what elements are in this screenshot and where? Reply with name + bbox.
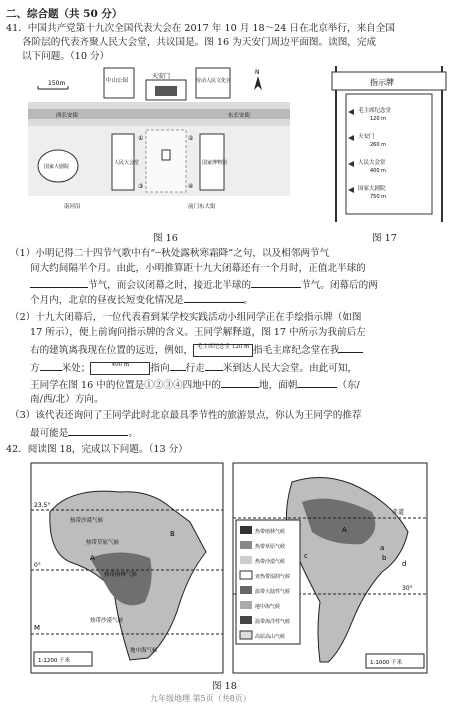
south-label-1: 南河沿 xyxy=(64,204,81,210)
answer-blank[interactable] xyxy=(68,426,128,436)
sign-mini-1: 毛主席纪念堂 120 m xyxy=(193,344,253,357)
fig17-caption: 图 17 xyxy=(372,233,397,244)
sign-item-1-dist: 120 m xyxy=(370,116,387,122)
point-4: ④ xyxy=(188,183,194,190)
label-laodong: 劳动人民文化宫 xyxy=(196,78,232,84)
q41-p1-line-4: 个月内，北京的昼夜长短变化情况是 。 xyxy=(30,295,254,306)
label-zhongshan: 中山公园 xyxy=(106,78,129,84)
q41-p2-line-2: 17 所示），便上前询问指示牌的含义。王同学解释道，图 17 中所示为我前后左 xyxy=(30,327,366,338)
legend-5: 温带大陆性气候 xyxy=(255,589,291,595)
label-dajuyuan: 国家大剧院 xyxy=(44,164,70,170)
north-label: N xyxy=(255,69,260,76)
legend-1: 热带雨林气候 xyxy=(255,529,286,535)
africa-label-5: 热带沙漠气候 xyxy=(90,618,124,624)
south-america-map xyxy=(232,462,428,674)
sign-mini-2: 400 m xyxy=(90,362,150,375)
q42-title: 42．阅读图 18，完成以下问题。（13 分） xyxy=(6,444,188,455)
legend-4: 亚热带湿润气候 xyxy=(255,574,291,580)
q41-p1-line-3: 节气，而会议闭幕之时，接近北半球的 节气。闭幕后的两 xyxy=(30,278,378,292)
africa-map xyxy=(30,462,224,674)
africa-label-4: 地中海气候 xyxy=(130,648,158,654)
tiananmen-map xyxy=(28,64,290,214)
page-footer: 九年级地理 第5页（共8页） xyxy=(150,694,251,703)
sign-board xyxy=(330,64,448,224)
point-3: ③ xyxy=(138,183,144,190)
africa-lat-3: M xyxy=(34,624,41,632)
answer-blank[interactable] xyxy=(40,361,62,371)
q41-p1-line-1: （1）小明记得二十四节气歌中有“┄秋处露秋寒霜降”之句，以及相邻两节气 xyxy=(10,248,330,259)
answer-blank[interactable] xyxy=(184,293,244,303)
africa-label-3: 热带雨林气候 xyxy=(104,572,138,578)
sign-item-2-dist: 260 m xyxy=(370,142,387,148)
sign-item-3-name: 人民大会堂 xyxy=(358,160,386,166)
q41-p2-line-3: 右的建筑离我现在位置的远近，例如， 毛主席纪念堂 120 m 指毛主席纪念堂在我 xyxy=(30,343,363,357)
answer-blank[interactable] xyxy=(205,361,223,371)
africa-lat-1: 23.5° xyxy=(34,502,51,509)
answer-blank[interactable] xyxy=(221,378,259,388)
africa-lat-2: 0° xyxy=(34,562,41,569)
africa-scale: 1:1200 千米 xyxy=(38,658,71,664)
answer-blank[interactable] xyxy=(30,278,88,288)
q41-p2-line-1: （2）十九大闭幕后，一位代表看到某学校实践活动小组同学正在手绘指示牌（如图 xyxy=(10,312,362,323)
sign-item-3-dist: 400 m xyxy=(370,168,387,174)
sign-item-1-name: 毛主席纪念堂 xyxy=(358,108,392,114)
samerica-lat-2: 30° xyxy=(402,585,413,592)
q41-line-1: 41．中国共产党第十九次全国代表大会在 2017 年 10 月 18～24 日在北京举行，来自全国 xyxy=(6,23,395,34)
africa-label-1: 热带沙漠气候 xyxy=(70,518,104,524)
samerica-letter-a: a xyxy=(380,544,385,552)
samerica-letter-d: d xyxy=(402,560,407,568)
q41-p2-line-5: 王同学在图 16 中的位置是①②③④四地中的 地，面朝 （东/ xyxy=(30,380,360,391)
q41-p2-line-6: 南/西/北）方向。 xyxy=(30,394,104,405)
sign-item-2-name: 天安门 xyxy=(358,134,375,140)
road-left-label: 西长安街 xyxy=(56,113,79,119)
sign-item-4-dist: 750 m xyxy=(370,194,387,200)
q41-p3-line-2: 最可能是 。 xyxy=(30,428,138,439)
sign-item-4-name: 国家大剧院 xyxy=(358,186,386,192)
africa-letter-b: B xyxy=(170,530,175,538)
q41-line-3: 以下问题。（10 分） xyxy=(22,51,110,62)
legend-8: 高原高山气候 xyxy=(255,634,286,640)
answer-blank[interactable] xyxy=(251,278,301,288)
samerica-letter-b: b xyxy=(382,554,387,562)
answer-blank[interactable] xyxy=(170,361,186,371)
q41-p2-line-4: 方 米处； 400 m 指向 行走 米到达人民大会堂。由此可知， xyxy=(30,362,358,374)
fig16-caption: 图 16 xyxy=(153,233,178,244)
samerica-legend xyxy=(236,520,300,644)
label-renmin: 人民大会堂 xyxy=(114,160,140,166)
map-scale-label: 150m xyxy=(48,80,66,87)
africa-label-2: 热带草原气候 xyxy=(86,540,120,546)
fig18-caption: 图 18 xyxy=(212,681,237,692)
samerica-letter-a2: A xyxy=(342,526,347,534)
label-tiananmen: 天安门 xyxy=(152,73,171,80)
north-arrow-icon xyxy=(254,76,262,90)
point-2: ② xyxy=(188,135,194,142)
south-label-2: 前门东大街 xyxy=(188,204,216,210)
legend-6: 地中海气候 xyxy=(255,604,281,610)
road-right-label: 东长安街 xyxy=(228,113,251,119)
section-title: 二、综合题（共 50 分） xyxy=(6,8,123,20)
samerica-lat-1: 赤道 xyxy=(392,509,405,516)
samerica-scale: 1:1000 千米 xyxy=(370,660,403,666)
point-1: ① xyxy=(138,135,144,142)
label-guojia: 国家博物馆 xyxy=(202,160,228,166)
answer-blank[interactable] xyxy=(339,343,363,353)
samerica-letter-c: c xyxy=(304,552,308,560)
monument xyxy=(162,150,170,160)
legend-7: 温带海洋性气候 xyxy=(255,619,291,625)
sign-title: 指示牌 xyxy=(370,78,394,87)
q41-line-2: 各阶层的代表齐聚人民大会堂，共议国是。图 16 为天安门周边平面图。读图，完成 xyxy=(22,37,377,48)
square xyxy=(146,130,186,192)
legend-2: 热带草原气候 xyxy=(255,544,286,550)
q41-p1-line-2: 间大约间隔半个月。由此，小明推算距十九大闭幕还有一个月时，正值北半球的 xyxy=(30,263,366,274)
legend-3: 热带沙漠气候 xyxy=(255,559,286,565)
q41-p3-line-1: （3）该代表还询问了王同学此时北京最具季节性的旅游景点，你认为王同学的推荐 xyxy=(10,410,362,421)
answer-blank[interactable] xyxy=(297,378,337,388)
africa-letter-a: A xyxy=(90,554,95,562)
